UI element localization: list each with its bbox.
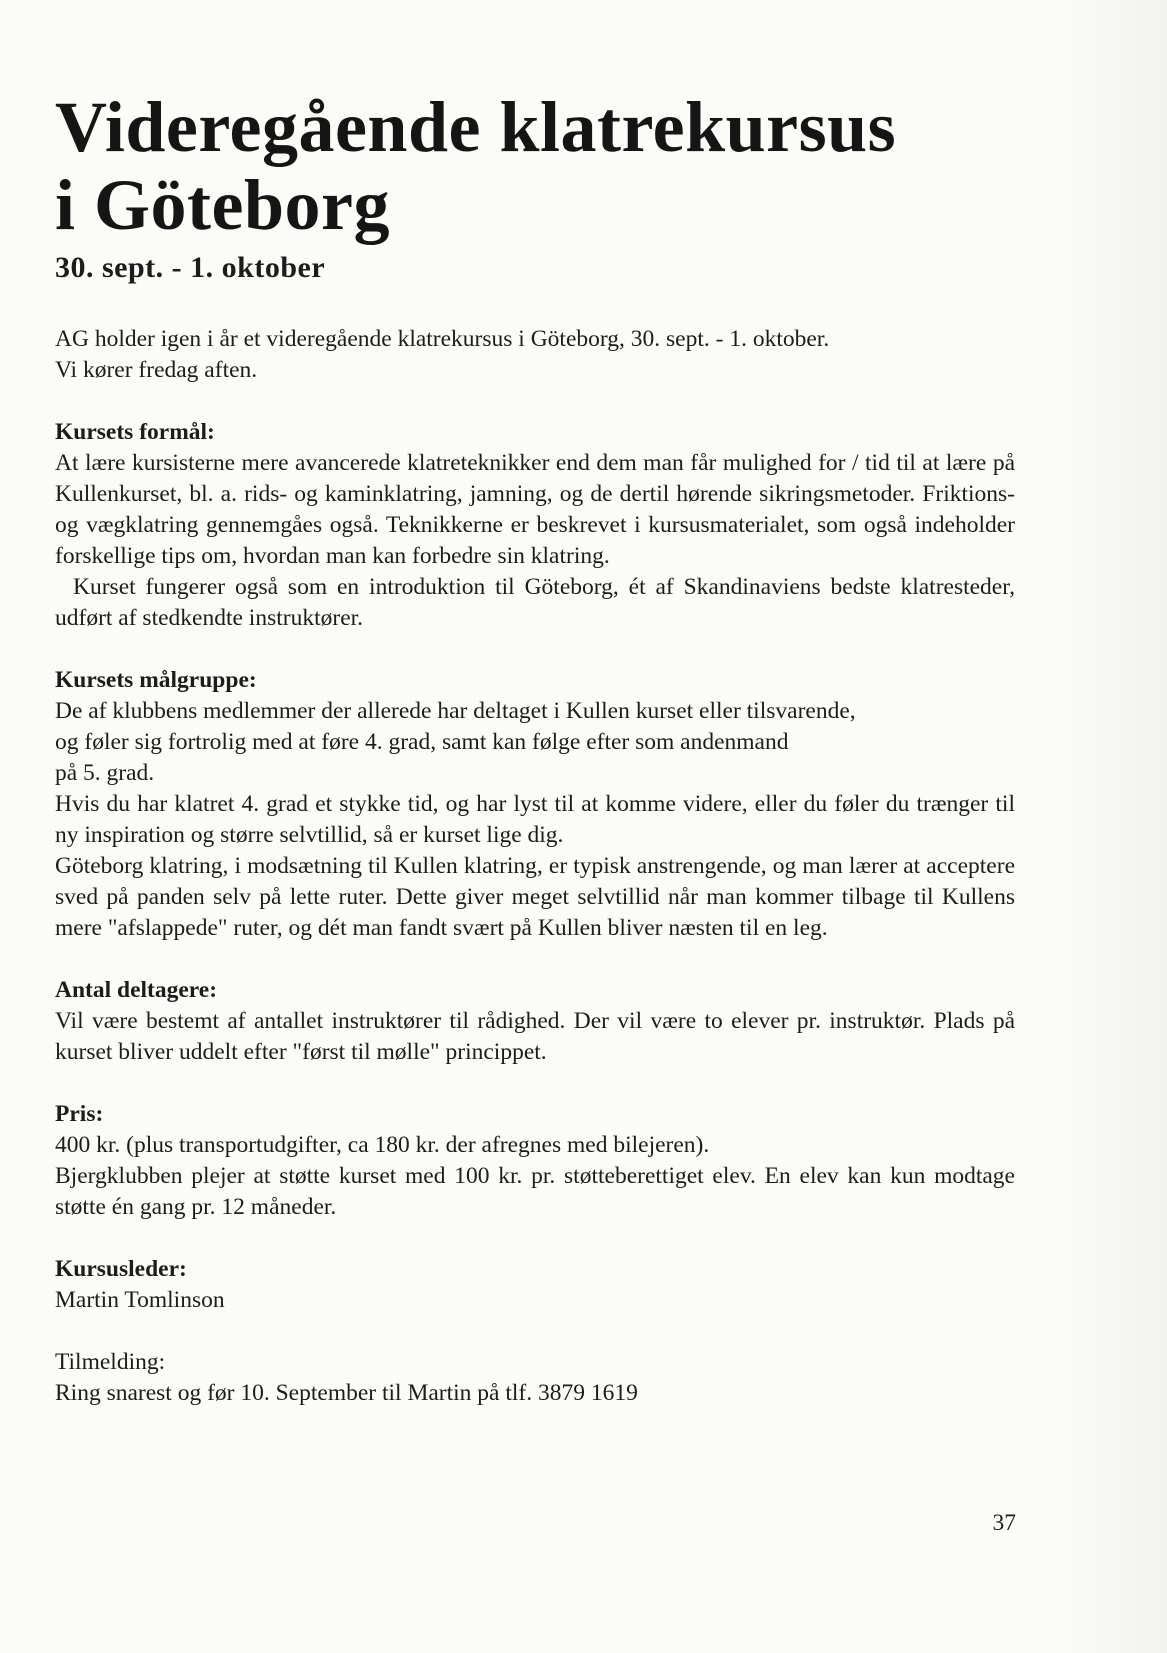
section-heading-formaal: Kursets formål: [55,419,215,445]
formaal-paragraph-1: At lære kursisterne mere avancerede klatreteknikker end dem man får mulighed for / tid til at lære på Kullenkurset, bl. a. rids- og kaminklatring, jamning, og de dertil hørende sikringsmetoder. Friktions- og vægklatring gennemgåes også. Teknikkerne er beskrevet i kursusmaterialet, som også indeholder forskellige tips om, hvordan man kan forbedre sin klatring. [55,450,1015,569]
maalgruppe-line-1: De af klubbens medlemmer der allerede har deltaget i Kullen kurset eller tilsvarende, [55,698,856,724]
kursusleder-name: Martin Tomlinson [55,1287,225,1313]
tilmelding-text: Ring snarest og før 10. September til Martin på tlf. 3879 1619 [55,1380,638,1406]
page-number: 37 [992,1510,1016,1536]
intro-line-2: Vi kører fredag aften. [55,357,258,383]
maalgruppe-paragraph-1 [55,696,1015,789]
section-deltagere [55,975,1015,1068]
course-date: 30. sept. - 1. oktober [55,251,326,284]
formaal-paragraph-2: Kurset fungerer også som en introduktion til Göteborg, ét af Skandinaviens bedste klatresteder, udført af stedkendte instruktører. [55,574,1015,631]
section-pris [55,1099,1015,1223]
article [55,88,1015,1409]
page-edge-shadow [1047,0,1167,1653]
section-maalgruppe [55,665,1015,944]
maalgruppe-paragraph-2: Hvis du har klatret 4. grad et stykke tid, og har lyst til at komme videre, eller du føler du trænger til ny inspiration og større selvtillid, så er kurset lige dig. [55,791,1015,848]
maalgruppe-paragraph-3: Göteborg klatring, i modsætning til Kullen klatring, er typisk anstrengende, og man lærer at acceptere sved på panden selv på lette ruter. Dette giver meget selvtillid når man kommer tilbage til Kullens mere "afslappede" ruter, og dét man fandt svært på Kullen bliver næsten til en leg. [55,853,1015,941]
pris-paragraph-2: Bjergklubben plejer at støtte kurset med 100 kr. pr. støtteberettiget elev. En elev kan kun modtage støtte én gang pr. 12 måneder. [55,1163,1015,1220]
intro-paragraph [55,324,1015,386]
intro-line-1: AG holder igen i år et videregående klatrekursus i Göteborg, 30. sept. - 1. oktober. [55,326,830,352]
maalgruppe-line-2: og føler sig fortrolig med at føre 4. grad, samt kan følge efter som andenmand [55,729,789,755]
article-title [55,88,1015,244]
section-heading-maalgruppe: Kursets målgruppe: [55,667,257,693]
deltagere-paragraph: Vil være bestemt af antallet instruktører til rådighed. Der vil være to elever pr. instruktør. Plads på kurset bliver uddelt efter "først til mølle" princippet. [55,1008,1015,1065]
section-formaal [55,417,1015,634]
section-tilmelding [55,1347,1015,1409]
maalgruppe-line-3: på 5. grad. [55,760,155,786]
section-heading-pris: Pris: [55,1101,104,1127]
section-heading-tilmelding: Tilmelding: [55,1349,166,1375]
section-kursusleder [55,1254,1015,1316]
title-line-2: i Göteborg [55,165,390,245]
section-heading-kursusleder: Kursusleder: [55,1256,187,1282]
section-heading-deltagere: Antal deltagere: [55,977,218,1003]
pris-paragraph-1: 400 kr. (plus transportudgifter, ca 180 kr. der afregnes med bilejeren). [55,1132,710,1158]
title-line-1: Videregående klatrekursus [55,87,897,167]
